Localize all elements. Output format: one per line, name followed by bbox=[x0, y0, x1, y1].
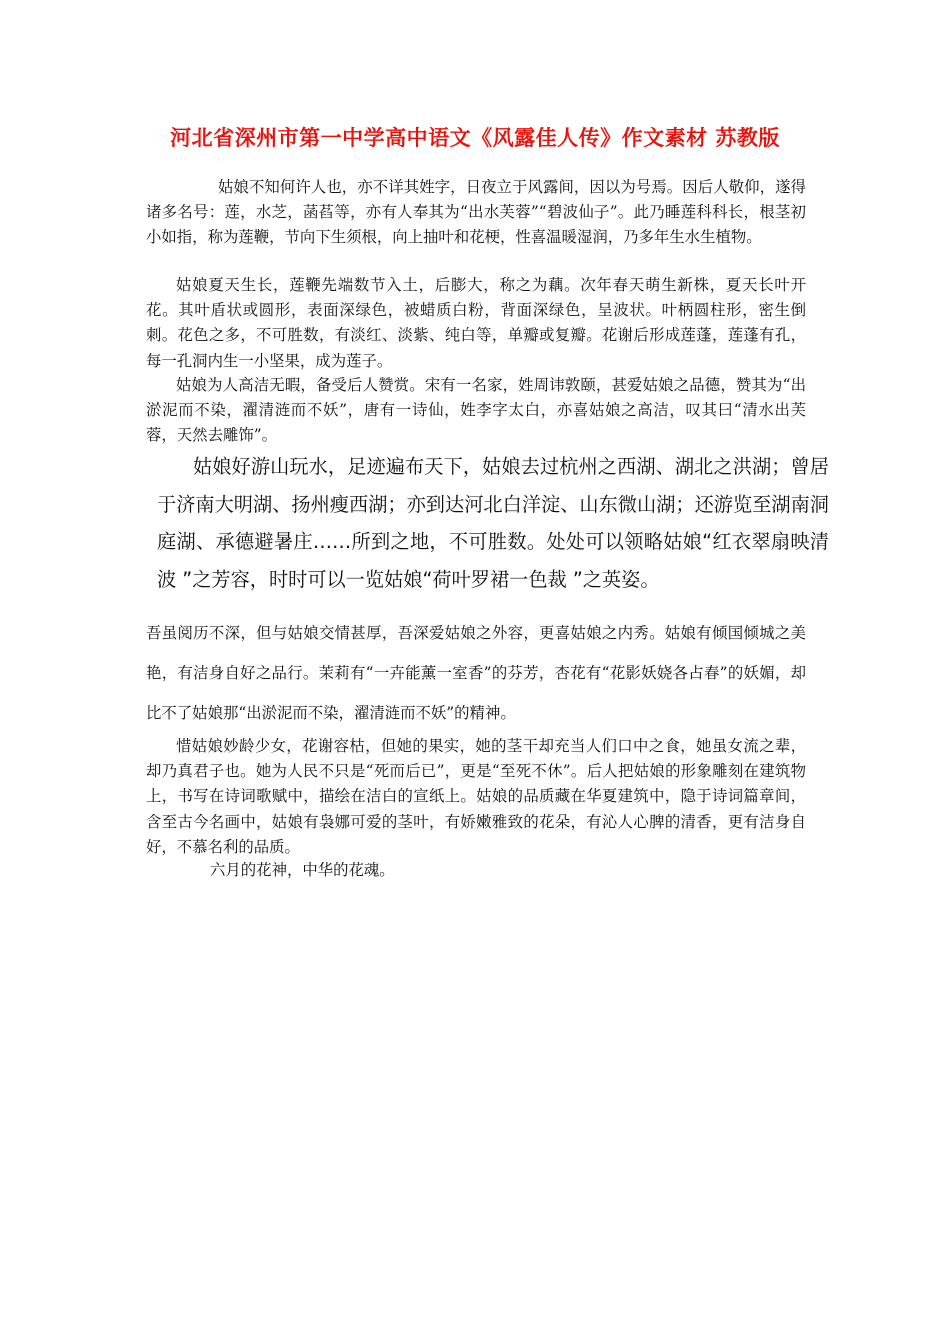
document-title: 河北省深州市第一中学高中语文《风露佳人传》作文素材 苏教版 bbox=[170, 125, 780, 150]
paragraph-closing: 六月的花神，中华的花魂。 bbox=[210, 861, 395, 879]
paragraph-character: 姑娘为人高洁无暇，备受后人赞赏。宋有一名家，姓周讳敦颐，甚爱姑娘之品德，赞其为“出淤泥而不染，濯清涟而不妖”，唐有一诗仙，姓李字太白，亦喜姑娘之高洁，叹其曰“清水出芙蓉，天然去雕饰”。 bbox=[146, 376, 806, 445]
paragraph-legacy: 惜姑娘妙龄少女，花谢容枯，但她的果实，她的茎干却充当人们口中之食，她虽女流之辈，却乃真君子也。她为人民不只是“死而后已”，更是“至死不休”。后人把姑娘的形象雕刻在建筑物上，书写在诗词歌赋中，描绘在洁白的宣纸上。姑娘的品质藏在华夏建筑中，隐于诗词篇章间，含至古今名画中，姑娘有袅娜可爱的茎叶，有娇嫩雅致的花朵，有沁人心脾的清香，更有洁身自好，不慕名利的品质。 bbox=[146, 737, 806, 856]
paragraph-growth: 姑娘夏天生长，莲鞭先端数节入土，后膨大，称之为藕。次年春天萌生新株，夏天长叶开花。其叶盾状或圆形，表面深绿色，被蜡质白粉，背面深绿色，呈波状。叶柄圆柱形，密生倒刺。花色之多，不可胜数，有淡红、淡紫、纯白等，单瓣或复瓣。花谢后形成莲蓬，莲蓬有孔，每一孔洞内生一小坚果，成为莲子。 bbox=[146, 276, 806, 370]
paragraph-names: 姑娘不知何许人也，亦不详其姓字，日夜立于风露间，因以为号焉。因后人敬仰，遂得诸多名号：莲，水芝，菡萏等，亦有人奉其为“出水芙蓉”“碧波仙子”。此乃睡莲科科长，根茎初小如指，称为莲鞭，节向下生须根，向上抽叶和花梗，性喜温暖湿润，乃多年生水生植物。 bbox=[146, 178, 806, 247]
paragraph-friendship: 吾虽阅历不深，但与姑娘交情甚厚，吾深爱姑娘之外容，更喜姑娘之内秀。姑娘有倾国倾城之美艳，有洁身自好之品行。茉莉有“一卉能薰一室香”的芬芳，杏花有“花影妖娆各占春”的妖媚，却比不了姑娘那“出淤泥而不染，濯清涟而不妖”的精神。 bbox=[146, 624, 806, 722]
paragraph-travels: 姑娘好游山玩水，足迹遍布天下，姑娘去过杭州之西湖、湖北之洪湖；曾居于济南大明湖、扬州瘦西湖；亦到达河北白洋淀、山东微山湖；还游览至湖南洞庭湖、承德避暑庄……所到之地，不可胜数。处处可以领略姑娘“红衣翠扇映清波 ”之芳容，时时可以一览姑娘“荷叶罗裙一色裁 ”之英姿。 bbox=[157, 455, 829, 591]
